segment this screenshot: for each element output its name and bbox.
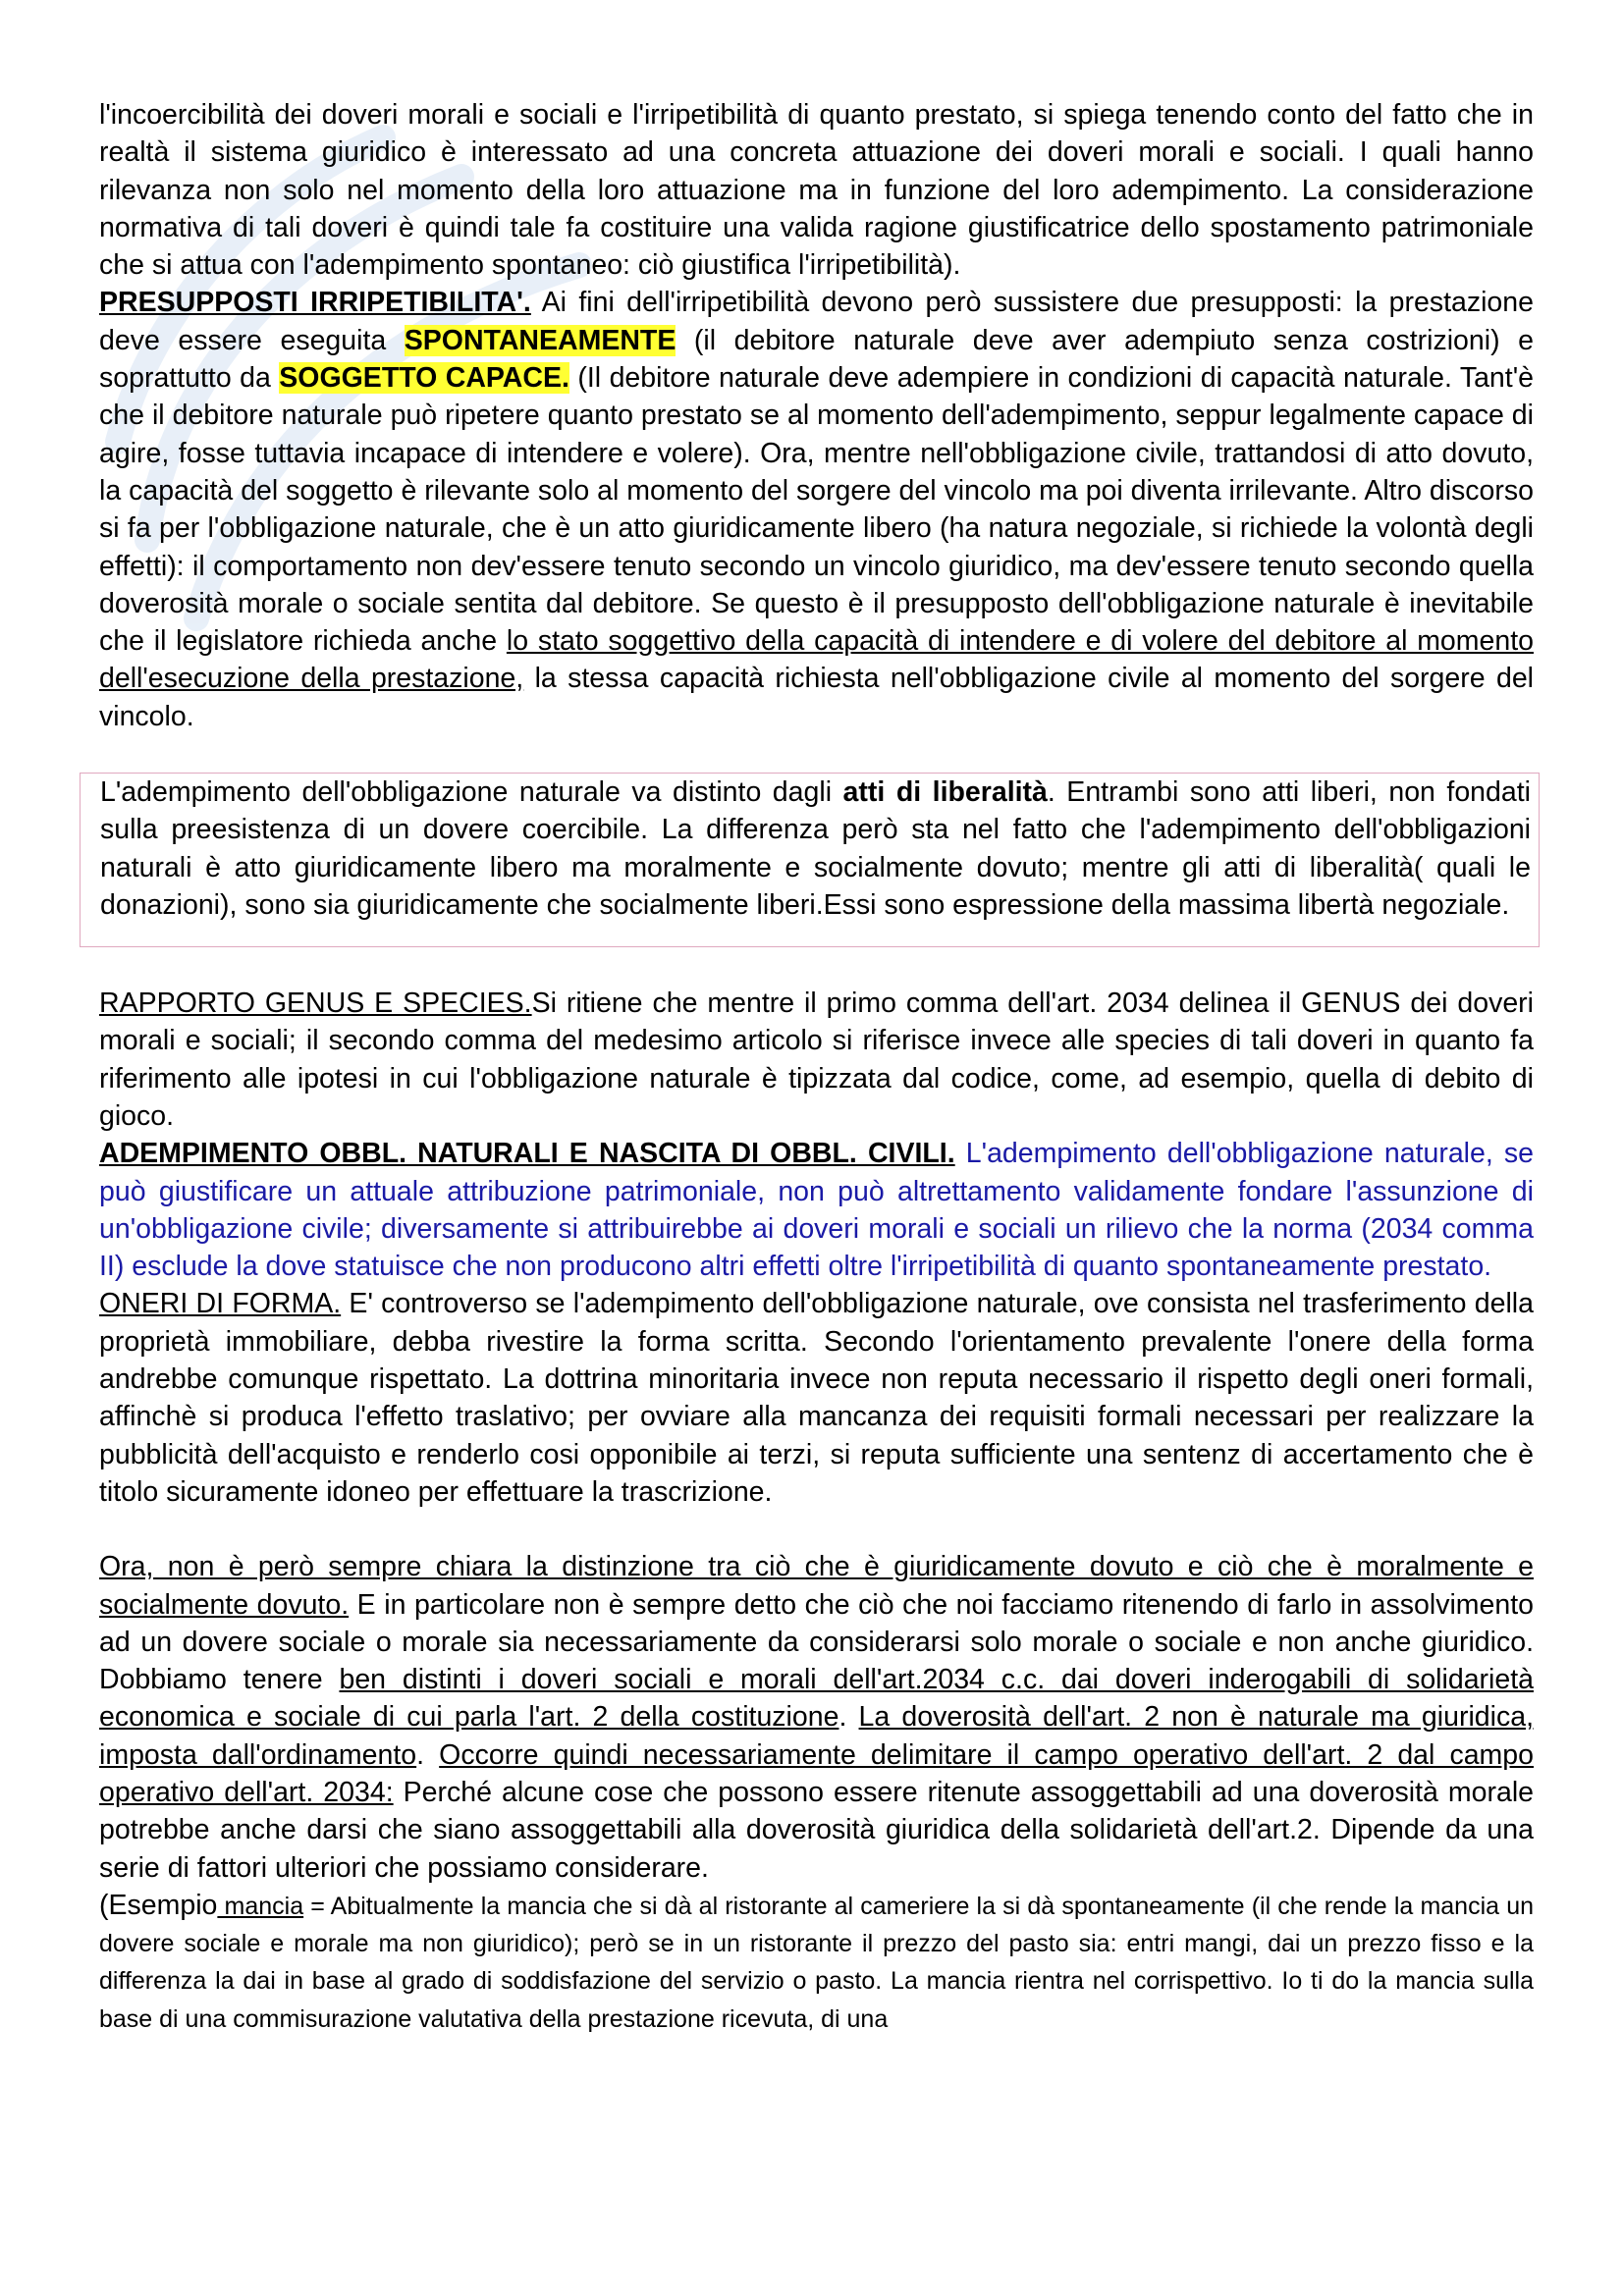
highlight-spontaneamente: SPONTANEAMENTE xyxy=(404,324,676,356)
text-span: . xyxy=(416,1738,440,1771)
underlined-text: Ora, non è però sempre chiara la distinzione tra ciò che è giuridicamente dovuto e ciò che è moralmente e socialmente dovuto. xyxy=(99,1551,1534,1621)
paragraph-irripetibilita-intro: l'incoercibilità dei doveri morali e sociali e l'irripetibilità di quanto prestato, si spiega tenendo conto del fatto che in realtà il sistema giuridico è interessato ad una concreta attuazione dei doveri morali e sociali. I quali hanno rilevanza non solo nel momento della loro attuazione ma in funzione del loro adempimento. La considerazione normativa di tali doveri è quindi tale fa costituire una valida ragione giustificatrice dello spostamento patrimoniale che si attua con l'adempimento spontaneo: ciò giustifica l'irripetibilità). xyxy=(99,99,1534,282)
text-span: (Il debitore naturale deve adempiere in condizioni di capacità naturale. Tant'è che il debitore naturale può ripetere quanto prestato se al momento dell'adempimento, seppur legalmente capace di agire, fosse tuttavia incapace di intendere e volere). Ora, mentre nell'obbligazione civile, trattandosi di atto dovuto, la capacità del soggetto è rilevante solo al momento del sorgere del vincolo ma poi diventa irrilevante. Altro discorso si fa per l'obbligazione naturale, che è un atto giuridicamente libero (ha natura negoziale, si richiede la volontà degli effetti): il comportamento non dev'essere tenuto secondo un vincolo giuridico, ma dev'essere tenuto secondo quella doverosità morale o sociale sentita dal debitore. Se questo è il presupposto dell'obbligazione naturale è inevitabile che il legislatore richieda anche xyxy=(99,362,1534,658)
heading-oneri-di-forma: ONERI DI FORMA. xyxy=(99,1288,342,1320)
paragraph-esempio-mancia xyxy=(99,1887,1534,2037)
heading-rapporto-genus-species: RAPPORTO GENUS E SPECIES. xyxy=(99,988,532,1020)
boxed-note-atti-liberalita xyxy=(80,773,1540,947)
highlight-soggetto-capace: SOGGETTO CAPACE. xyxy=(279,362,569,395)
small-text: = Abitualmente la mancia che si dà al ristorante al cameriere la si dà spontaneamente (il che rende la mancia un dovere sociale e morale ma non giuridico); però se in un ristorante il prezzo del pasto sia: entri mangi, dai un prezzo fisso e la differenza la dai in base al grado di soddisfazione del servizio o pasto. La mancia rientra nel corrispettivo. Io ti do la mancia sulla base di una commisurazione valutativa della prestazione ricevuta, di una xyxy=(99,1892,1534,2033)
underlined-text: Occorre quindi necessariamente delimitare il campo operativo dell'art. 2 dal campo operativo dell'art. 2034: xyxy=(99,1738,1535,1808)
text-span: (Esempio xyxy=(99,1889,218,1921)
document-page xyxy=(99,96,1534,2037)
bold-atti-liberalita: atti di liberalità xyxy=(842,776,1048,809)
paragraph-presupposti xyxy=(99,284,1534,735)
text-span: Ai fini dell'irripetibilità devono però sussistere due presupposti: la prestazione deve essere eseguita xyxy=(99,287,1534,356)
text-span: . Entrambi sono atti liberi, non fondati sulla preesistenza di un dovere coercibile. La differenza però sta nel fatto che l'adempimento dell'obbligazioni naturali è atto giuridicamente libero ma moralmente e socialmente dovuto; mentre gli atti di liberalità( quali le donazioni), sono sia giuridicamente che socialmente liberi.Essi sono espressione della massima libertà negoziale. xyxy=(100,776,1531,921)
text-span: Perché alcune cose che possono essere ritenute assoggettabili ad una doverosità morale potrebbe anche darsi che siano assoggettabili alla doverosità giuridica della solidarietà dell'art.2. Dipende da una serie di fattori ulteriori che possiamo considerare. xyxy=(99,1776,1534,1884)
heading-adempimento-obbl-naturali: ADEMPIMENTO OBBL. NATURALI E NASCITA DI OBBL. CIVILI. xyxy=(99,1138,955,1170)
text-span: E' controverso se l'adempimento dell'obbligazione naturale, ove consista nel trasferimento della proprietà immobiliare, debba rivestire la forma scritta. Secondo l'orientamento prevalente l'onere della forma andrebbe comunque rispettato. La dottrina minoritaria invece non reputa necessario il rispetto degli oneri formali, affinchè si produca l'effetto traslativo; per ovviare alla mancanza dei requisiti formali necessari per realizzare la pubblicità dell'acquisto e renderlo cosi opponibile ai terzi, si reputa sufficiente una sentenz di accertamento che è titolo sicuramente idoneo per effettuare la trascrizione. xyxy=(99,1288,1534,1508)
underlined-text: ben distinti i doveri sociali e morali dell'art.2034 c.c. dai doveri inderogabili di solidarietà economica e sociale di cui parla l'art. 2 della costituzione xyxy=(99,1664,1534,1734)
paragraph-gap xyxy=(99,735,1534,773)
paragraph-atti-liberalita xyxy=(100,774,1531,924)
text-span: E in particolare non è sempre detto che ciò che noi facciamo ritenendo di farlo in assolvimento ad un dovere sociale o morale sia necessariamente da considerarsi solo morale o sociale e non anche giuridico. Dobbiamo tenere xyxy=(99,1588,1534,1696)
blue-text: L'adempimento dell'obbligazione naturale, se può giustificare un attuale attribuzione patrimoniale, non può altrettamento validamente fondare l'assunzione di un'obbligazione civile; diversamente si attribuirebbe ai doveri morali e sociali un rilievo che la norma (2034 comma II) esclude la dove statuisce che non producono altri effetti oltre l'irripetibilità di quanto spontaneamente prestato. xyxy=(99,1138,1535,1283)
paragraph-adempimento-obbl xyxy=(99,1135,1534,1285)
underlined-mancia: mancia xyxy=(217,1892,304,1920)
underlined-text: La doverosità dell'art. 2 non è naturale ma giuridica, imposta dall'ordinamento xyxy=(99,1701,1534,1771)
paragraph-gap xyxy=(99,1511,1534,1548)
heading-presupposti-irripetibilita: PRESUPPOSTI IRRIPETIBILITA'. xyxy=(99,287,531,319)
paragraph-genus-species xyxy=(99,985,1534,1135)
text-span: Si ritiene che mentre il primo comma dell'art. 2034 delinea il GENUS dei doveri morali e sociali; il secondo comma del medesimo articolo si riferisce invece alle species di tali doveri in quanto fa riferimento alle ipotesi in cui l'obbligazione naturale è tipizzata dal codice, come, ad esempio, quella di debito di gioco. xyxy=(99,988,1534,1132)
paragraph-distinzione-dovuto xyxy=(99,1548,1534,1887)
underlined-text: lo stato soggettivo della capacità di intendere e di volere del debitore al momento dell'esecuzione della prestazione, xyxy=(99,625,1534,695)
text-span: la stessa capacità richiesta nell'obbligazione civile al momento del sorgere del vincolo. xyxy=(99,663,1534,732)
paragraph-oneri-forma xyxy=(99,1285,1534,1511)
text-span: . xyxy=(839,1701,859,1734)
text-span: L'adempimento dell'obbligazione naturale va distinto dagli xyxy=(100,776,843,809)
text-span: (il debitore naturale deve aver adempiuto senza costrizioni) e soprattutto da xyxy=(99,324,1534,395)
paragraph-gap xyxy=(99,947,1534,985)
